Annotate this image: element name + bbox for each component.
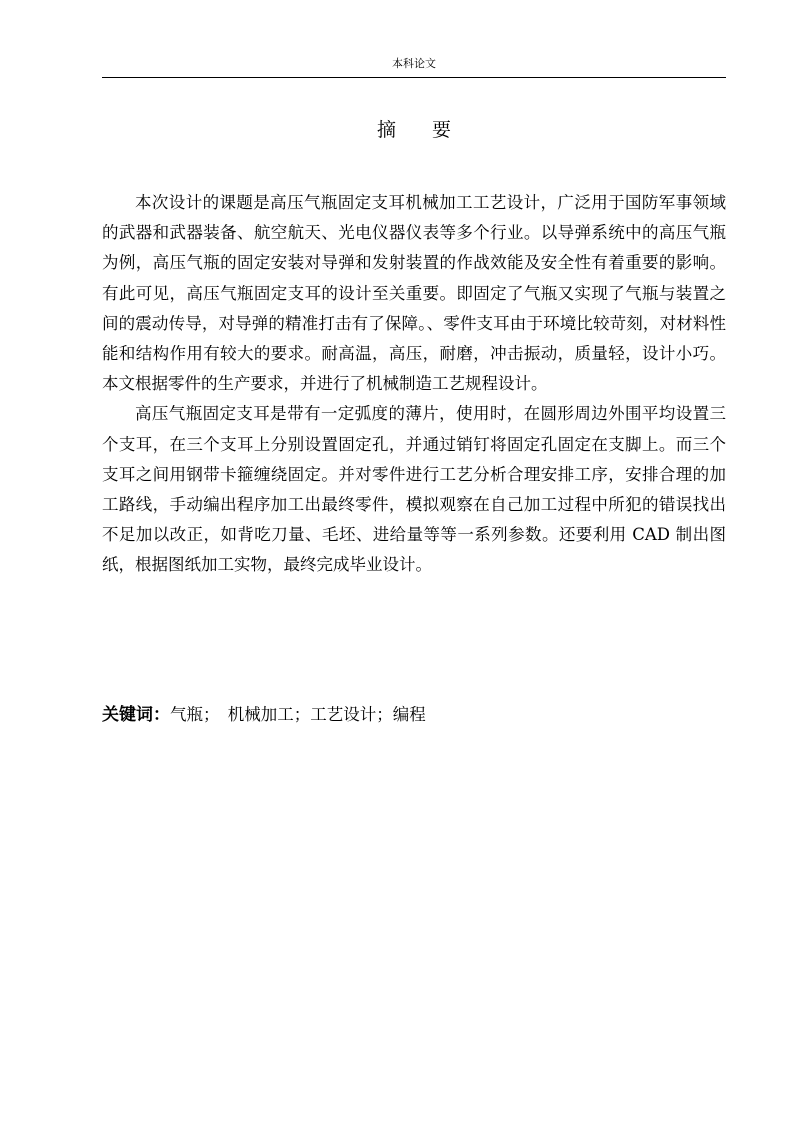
header-title: 本科论文 bbox=[392, 57, 436, 70]
keywords-label: 关键词： bbox=[102, 705, 170, 725]
page-header bbox=[102, 55, 726, 78]
abstract-paragraph-1: 本次设计的课题是高压气瓶固定支耳机械加工工艺设计，广泛用于国防军事领域的武器和武器装备、航空航天、光电仪器仪表等多个行业。以导弹系统中的高压气瓶为例，高压气瓶的固定安装对导弹和发射装置的作战效能及安全性有着重要的影响。有此可见，高压气瓶固定支耳的设计至关重要。即固定了气瓶又实现了气瓶与装置之间的震动传导，对导弹的精准打击有了保障。、零件支耳由于环境比较苛刻，对材料性能和结构作用有较大的要求。耐高温，高压，耐磨，冲击振动，质量轻，设计小巧。本文根据零件的生产要求，并进行了机械制造工艺规程设计。 bbox=[102, 193, 726, 394]
abstract-title: 摘要 bbox=[376, 119, 487, 141]
keywords-line bbox=[102, 701, 726, 729]
keywords-value: 气瓶； 机械加工；工艺设计；编程 bbox=[170, 705, 426, 724]
abstract-paragraph-2: 高压气瓶固定支耳是带有一定弧度的薄片，使用时，在圆形周边外围平均设置三个支耳，在三个支耳上分别设置固定孔，并通过销钉将固定孔固定在支脚上。而三个支耳之间用钢带卡箍缠绕固定。并对零件进行工艺分析合理安排工序，安排合理的加工路线，手动编出程序加工出最终零件，模拟观察在自己加工过程中所犯的错误找出不足加以改正，如背吃刀量、毛坯、进给量等等一系列参数。还要利用 CAD 制出图纸，根据图纸加工实物，最终完成毕业设计。 bbox=[102, 404, 726, 575]
abstract-body bbox=[102, 188, 726, 581]
